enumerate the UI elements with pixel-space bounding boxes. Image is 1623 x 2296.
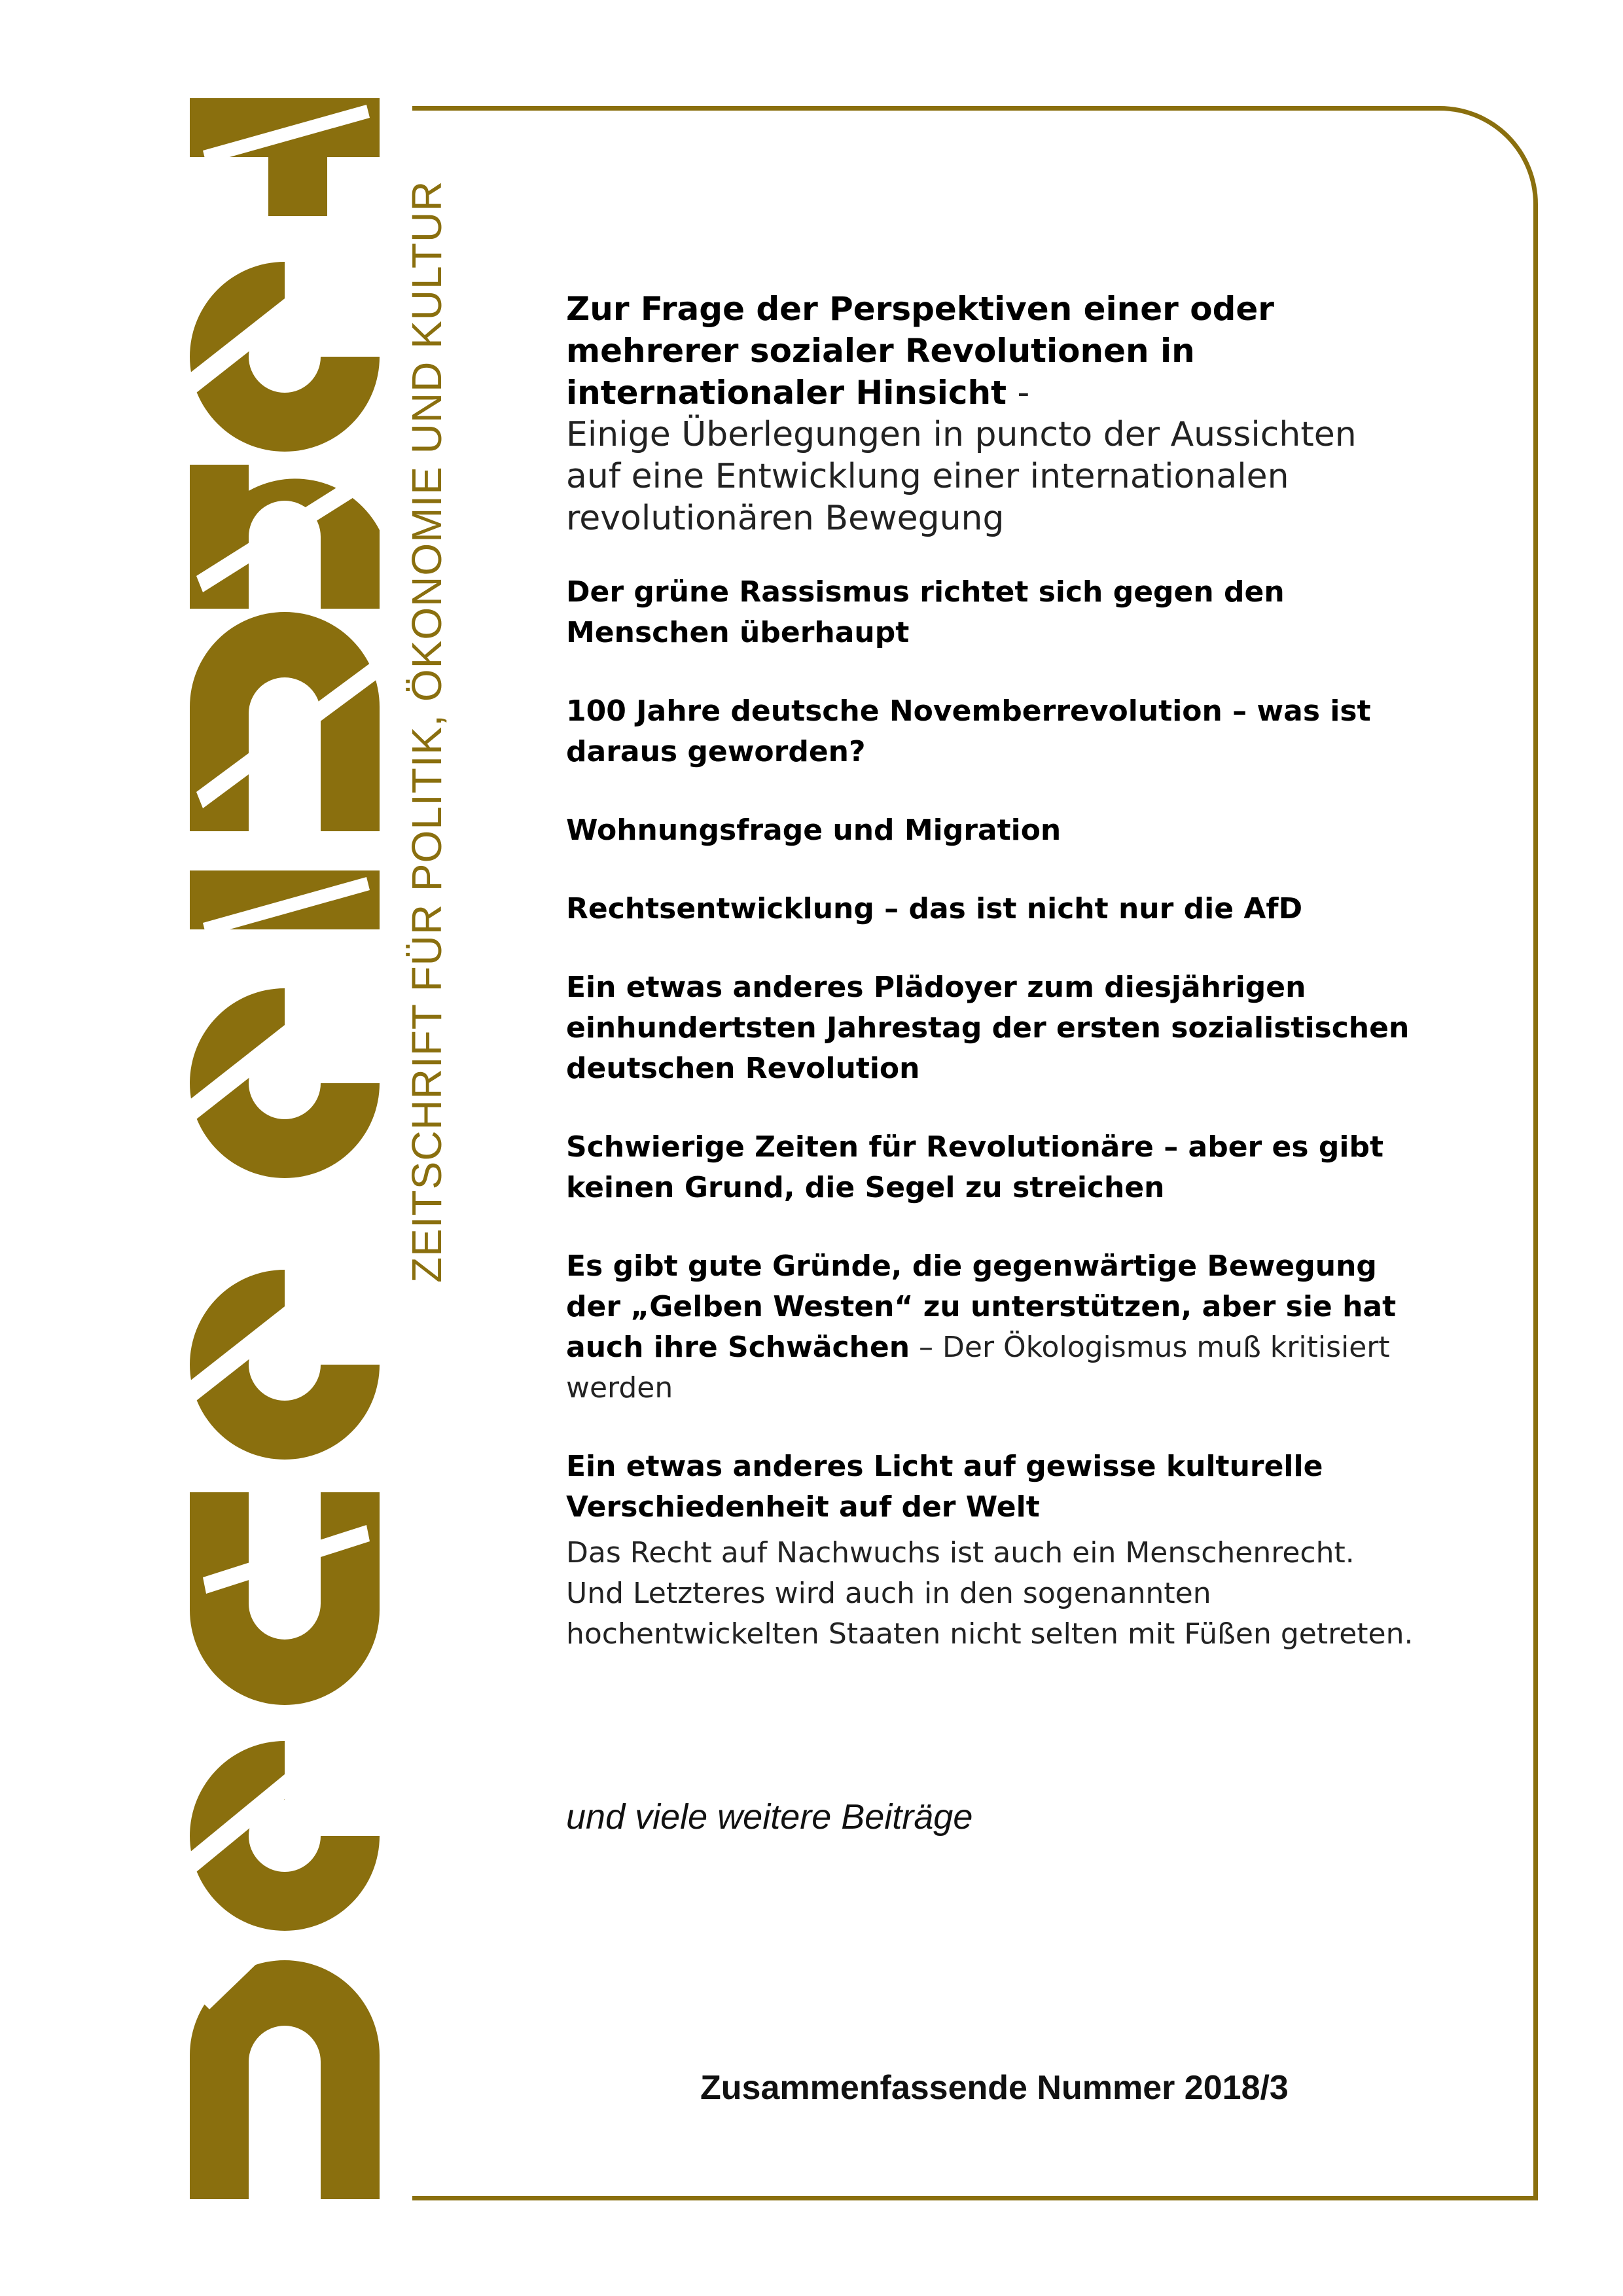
issue-number: Zusammenfassende Nummer 2018/3 — [700, 2069, 1289, 2107]
list-item — [566, 1127, 1417, 1208]
list-item — [566, 967, 1417, 1089]
article-subtitle: – Der Ökologismus muß kritisiert werden — [566, 1331, 1390, 1405]
article-title: 100 Jahre deutsche Novemberrevolution – was ist daraus geworden? — [566, 694, 1371, 768]
list-item — [566, 1246, 1417, 1408]
list-item — [566, 691, 1417, 772]
article-title: Ein etwas anderes Licht auf gewisse kulturelle Verschiedenheit auf der Welt — [566, 1450, 1323, 1524]
lead-article-title: Zur Frage der Perspektiven einer oder mehrerer sozialer Revolutionen in internationaler Hinsicht — [566, 290, 1274, 412]
lead-article — [566, 288, 1417, 539]
more-articles-note: und viele weitere Beiträge — [566, 1797, 973, 1837]
list-item — [566, 1446, 1417, 1655]
article-title: Es gibt gute Gründe, die gegenwärtige Bewegung der „Gelben Westen“ zu unterstützen, aber sie hat auch ihre Schwächen — [566, 1249, 1397, 1364]
article-teaser: Das Recht auf Nachwuchs ist auch ein Menschenrecht. Und Letzteres wird auch in den sogenannten hochentwickelten Staaten nicht selten mit Füßen getreten. — [566, 1536, 1414, 1651]
article-title: Wohnungsfrage und Migration — [566, 814, 1061, 847]
article-title: Rechtsentwicklung – das ist nicht nur die AfD — [566, 892, 1303, 925]
lead-separator: - — [1007, 373, 1030, 412]
table-of-contents — [566, 288, 1417, 1655]
list-item — [566, 889, 1417, 929]
list-item — [566, 810, 1417, 851]
masthead-logo — [190, 98, 380, 2199]
article-title: Schwierige Zeiten für Revolutionäre – aber es gibt keinen Grund, die Segel zu streichen — [566, 1130, 1384, 1204]
lead-article-subtitle: Einige Überlegungen in puncto der Aussichten auf eine Entwicklung einer internationalen revolutionären Bewegung — [566, 415, 1357, 538]
article-title: Ein etwas anderes Plädoyer zum diesjährigen einhundertsten Jahrestag der ersten sozialistischen deutschen Revolution — [566, 971, 1410, 1085]
article-title: Der grüne Rassismus richtet sich gegen den Menschen überhaupt — [566, 575, 1285, 649]
list-item — [566, 572, 1417, 653]
masthead-tagline: ZEITSCHRIFT FÜR POLITIK, ÖKONOMIE UND KULTUR — [403, 180, 450, 1283]
